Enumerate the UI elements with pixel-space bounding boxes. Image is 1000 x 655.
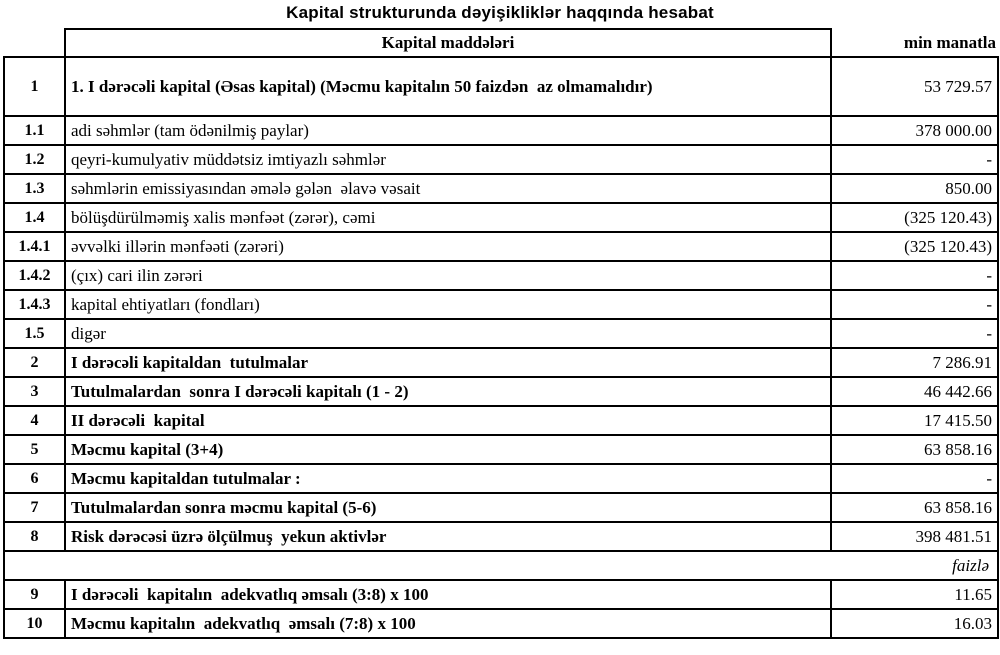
- table-row: [4, 522, 998, 551]
- row-label: (çıx) cari ilin zərəri: [65, 261, 831, 290]
- row-number: 1.4.3: [4, 290, 65, 319]
- report-title: Kapital strukturunda dəyişikliklər haqqında hesabat: [286, 3, 714, 22]
- row-value: 850.00: [831, 174, 998, 203]
- row-value: 398 481.51: [831, 522, 998, 551]
- row-label: Məcmu kapitaldan tutulmalar :: [65, 464, 831, 493]
- table-row: [4, 116, 998, 145]
- row-value: (325 120.43): [831, 203, 998, 232]
- row-label: qeyri-kumulyativ müddətsiz imtiyazlı səhmlər: [65, 145, 831, 174]
- header-number-cell: [4, 29, 65, 57]
- row-label: bölüşdürülməmiş xalis mənfəət (zərər), cəmi: [65, 203, 831, 232]
- table-header-row: [4, 29, 998, 57]
- row-number: 1.2: [4, 145, 65, 174]
- row-label: Tutulmalardan sonra I dərəcəli kapitalı (1 - 2): [65, 377, 831, 406]
- row-value: 378 000.00: [831, 116, 998, 145]
- row-number: 1.3: [4, 174, 65, 203]
- header-items-label: Kapital maddələri: [65, 29, 831, 57]
- row-number: 8: [4, 522, 65, 551]
- table-row: [4, 57, 998, 116]
- header-unit-label: min manatla: [903, 32, 996, 52]
- row-label: Məcmu kapitalın adekvatlıq əmsalı (7:8) x 100: [65, 609, 831, 638]
- row-label: Risk dərəcəsi üzrə ölçülmuş yekun aktivlər: [65, 522, 831, 551]
- table-row: [4, 377, 998, 406]
- row-label: adi səhmlər (tam ödənilmiş paylar): [65, 116, 831, 145]
- row-number: 7: [4, 493, 65, 522]
- table-row: [4, 609, 998, 638]
- row-number: 6: [4, 464, 65, 493]
- row-label: I dərəcəli kapitaldan tutulmalar: [65, 348, 831, 377]
- table-row: [4, 464, 998, 493]
- table-row: [4, 261, 998, 290]
- row-label: səhmlərin emissiyasından əmələ gələn əlavə vəsait: [65, 174, 831, 203]
- row-value: -: [831, 145, 998, 174]
- row-value: -: [831, 261, 998, 290]
- row-value: 63 858.16: [831, 435, 998, 464]
- table-row: [4, 290, 998, 319]
- row-label: 1. I dərəcəli kapital (Əsas kapital) (Məcmu kapitalın 50 faizdən az olmamalıdır): [65, 57, 831, 116]
- row-label: Tutulmalardan sonra məcmu kapital (5-6): [65, 493, 831, 522]
- percent-unit-label: faizlə: [4, 551, 998, 580]
- table-row: [4, 174, 998, 203]
- row-value: -: [831, 319, 998, 348]
- row-value: 16.03: [831, 609, 998, 638]
- row-number: 9: [4, 580, 65, 609]
- row-label: II dərəcəli kapital: [65, 406, 831, 435]
- row-number: 2: [4, 348, 65, 377]
- row-number: 10: [4, 609, 65, 638]
- row-value: -: [831, 290, 998, 319]
- row-label: digər: [65, 319, 831, 348]
- table-row: [4, 203, 998, 232]
- row-label: Məcmu kapital (3+4): [65, 435, 831, 464]
- row-number: 1.5: [4, 319, 65, 348]
- row-value: 63 858.16: [831, 493, 998, 522]
- row-number: 1.4.2: [4, 261, 65, 290]
- row-number: 1: [4, 57, 65, 116]
- table-row: [4, 348, 998, 377]
- row-label: əvvəlki illərin mənfəəti (zərəri): [65, 232, 831, 261]
- row-value: 46 442.66: [831, 377, 998, 406]
- row-value: 53 729.57: [831, 57, 998, 116]
- table-row: [4, 435, 998, 464]
- row-number: 1.1: [4, 116, 65, 145]
- table-row: [4, 319, 998, 348]
- table-row: [4, 406, 998, 435]
- row-number: 4: [4, 406, 65, 435]
- row-label: I dərəcəli kapitalın adekvatlıq əmsalı (3:8) x 100: [65, 580, 831, 609]
- percent-unit-row: [4, 551, 998, 580]
- row-label: kapital ehtiyatları (fondları): [65, 290, 831, 319]
- row-number: 1.4: [4, 203, 65, 232]
- table-row: [4, 232, 998, 261]
- capital-structure-table: [3, 28, 999, 639]
- row-number: 3: [4, 377, 65, 406]
- table-row: [4, 580, 998, 609]
- table-row: [4, 493, 998, 522]
- row-number: 1.4.1: [4, 232, 65, 261]
- row-number: 5: [4, 435, 65, 464]
- row-value: 7 286.91: [831, 348, 998, 377]
- row-value: (325 120.43): [831, 232, 998, 261]
- row-value: 11.65: [831, 580, 998, 609]
- table-row: [4, 145, 998, 174]
- row-value: -: [831, 464, 998, 493]
- row-value: 17 415.50: [831, 406, 998, 435]
